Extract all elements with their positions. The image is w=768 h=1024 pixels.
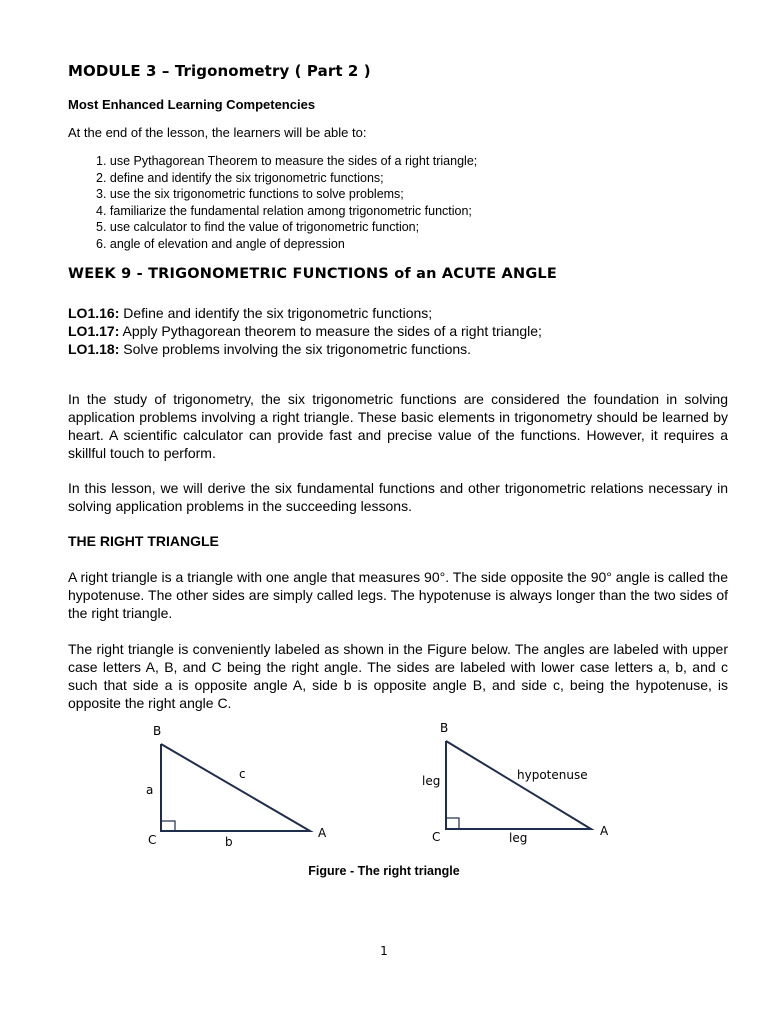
right-label-leg-horizontal: leg: [509, 831, 528, 845]
left-label-a: a: [146, 783, 154, 797]
left-label-A: A: [318, 826, 327, 840]
right-label-A: A: [600, 824, 609, 838]
learning-objectives: [68, 304, 542, 358]
competency-item: 5. use calculator to find the value of trigonometric function;: [96, 220, 420, 234]
section-title: THE RIGHT TRIANGLE: [68, 533, 219, 549]
competency-item: 2. define and identify the six trigonometric functions;: [96, 170, 384, 185]
learning-objective: [68, 304, 542, 322]
lo-text: Solve problems involving the six trigonometric functions.: [119, 341, 472, 357]
lo-code: LO1.17:: [68, 323, 120, 339]
lo-code: LO1.18:: [68, 341, 120, 357]
left-label-B: B: [153, 724, 162, 738]
right-triangle: [422, 721, 609, 845]
lo-code: LO1.16:: [68, 305, 120, 321]
left-label-b: b: [225, 835, 233, 849]
left-triangle-shape: [161, 744, 310, 831]
right-label-hypotenuse: hypotenuse: [517, 768, 588, 782]
lo-text: Define and identify the six trigonometric functions;: [119, 305, 433, 321]
left-label-c: c: [239, 767, 246, 781]
right-label-B: B: [440, 721, 449, 735]
competency-item: 1. use Pythagorean Theorem to measure the sides of a right triangle;: [96, 154, 478, 168]
competency-item: 6. angle of elevation and angle of depression: [96, 236, 345, 251]
competency-item: 4. familiarize the fundamental relation among trigonometric function;: [96, 203, 472, 218]
left-label-C: C: [148, 833, 157, 847]
figure-caption: Figure - The right triangle: [308, 864, 460, 878]
learning-objective: [68, 322, 542, 340]
competencies-list: [96, 153, 477, 252]
intro-text: At the end of the lesson, the learners will be able to:: [68, 125, 367, 140]
paragraph-intro: In the study of trigonometry, the six trigonometric functions are considered the foundation in solving application problems involving a right triangle. These basic elements in trigonometry should be learned by heart. A scientific calculator can provide fast and precise value of the functions. However, it requires a skillful touch to perform.: [68, 391, 728, 461]
module-title: MODULE 3 – Trigonometry ( Part 2 ): [68, 62, 371, 80]
right-label-leg-vertical: leg: [422, 774, 441, 788]
paragraph-labeling: The right triangle is conveniently labeled as shown in the Figure below. The angles are labeled with upper case letters A, B, and C being the right angle. The sides are labeled with lower case letters a, b, and c such that side a is opposite angle A, side b is opposite angle B, and side c, being the hypotenuse, is opposite the right angle C.: [68, 641, 728, 711]
right-triangle-shape: [446, 741, 591, 829]
learning-objective: [68, 340, 542, 358]
right-label-C: C: [432, 830, 441, 844]
week-title: WEEK 9 - TRIGONOMETRIC FUNCTIONS of an ACUTE ANGLE: [68, 266, 557, 282]
competency-item: 3. use the six trigonometric functions to solve problems;: [96, 187, 404, 201]
paragraph-right-triangle: A right triangle is a triangle with one angle that measures 90°. The side opposite the 90° angle is called the hypotenuse. The other sides are simply called legs. The hypotenuse is always longer than the two sides of the right triangle.: [68, 569, 728, 621]
paragraph-lesson: In this lesson, we will derive the six fundamental functions and other trigonometric relations necessary in solving application problems in the succeeding lessons.: [68, 480, 728, 514]
left-right-angle-mark: [161, 821, 175, 831]
lo-text: Apply Pythagorean theorem to measure the sides of a right triangle;: [119, 323, 542, 339]
left-triangle: [146, 724, 327, 849]
page-number: 1: [380, 944, 388, 958]
right-right-angle-mark: [446, 818, 459, 829]
competencies-title: Most Enhanced Learning Competencies: [68, 97, 316, 112]
